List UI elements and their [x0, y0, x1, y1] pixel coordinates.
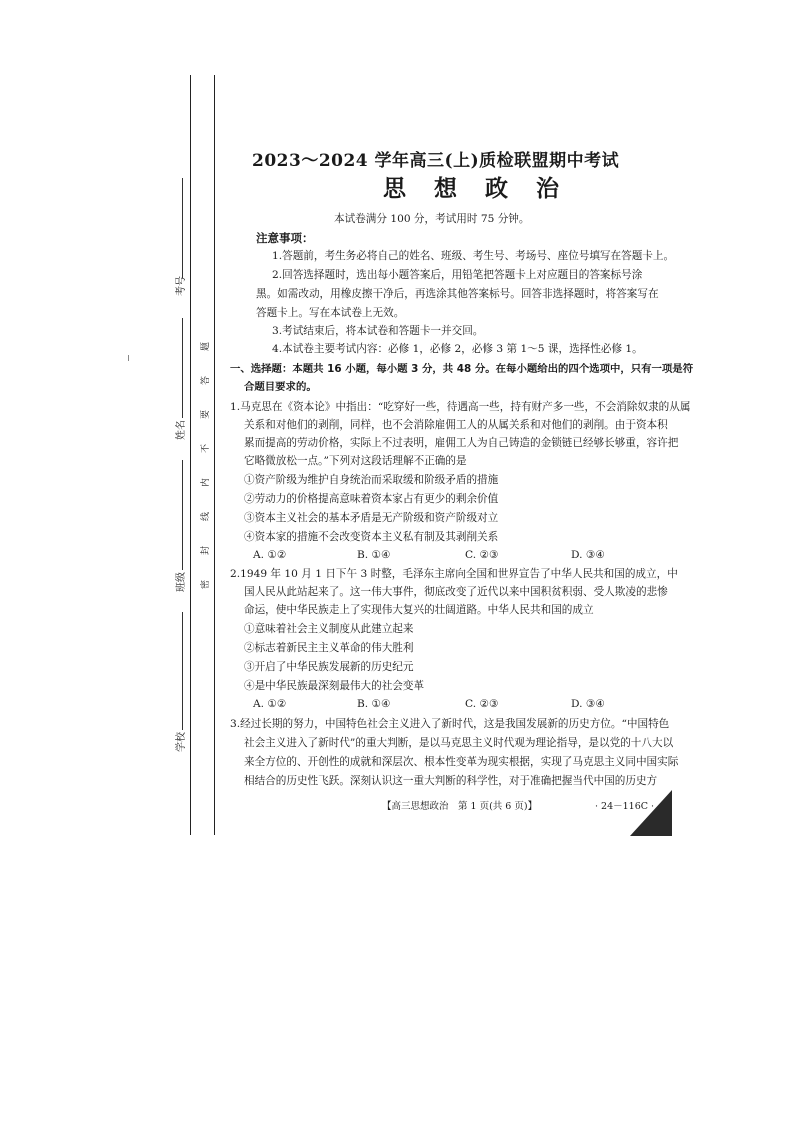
q2-stem-line: 命运，使中华民族走上了实现伟大复兴的壮阔道路。中华人民共和国的成立 — [244, 604, 594, 616]
q3-stem-line: 社会主义进入了新时代”的重大判断，是以马克思主义时代观为理论指导，是以党的十八大以 — [244, 737, 674, 749]
name-underline — [182, 318, 183, 418]
school-underline — [182, 612, 183, 730]
q2-item: ②标志着新民主主义革命的伟大胜利 — [244, 642, 414, 654]
section-heading-cont: 合题目要求的。 — [244, 381, 317, 393]
seal-warning-char: 要 — [201, 409, 212, 420]
q2-option-c: C. ②③ — [465, 698, 499, 710]
q2-option-d: D. ③④ — [571, 698, 605, 710]
seal-warning-char: 内 — [201, 477, 212, 488]
q2-item: ③开启了中华民族发展新的历史纪元 — [244, 661, 414, 673]
exam-title: 2023～2024 学年高三(上)质检联盟期中考试 — [252, 151, 620, 171]
name-label: 姓名 — [176, 420, 187, 440]
exam-info: 本试卷满分 100 分，考试用时 75 分钟。 — [334, 213, 530, 225]
notice-line: 3.考试结束后，将本试卷和答题卡一并交回。 — [272, 325, 484, 337]
q1-option-b: B. ①④ — [357, 549, 391, 561]
q1-item: ④资本家的措施不会改变资本主义私有制及其剥削关系 — [244, 531, 499, 543]
seal-warning-char: 不 — [201, 443, 212, 454]
scan-mark — [128, 355, 129, 361]
school-label: 学校 — [176, 732, 187, 752]
q2-option-b: B. ①④ — [357, 698, 391, 710]
binding-line-outer — [190, 75, 191, 835]
q1-option-c: C. ②③ — [465, 549, 499, 561]
q1-item: ③资本主义社会的基本矛盾是无产阶级和资产阶级对立 — [244, 512, 499, 524]
q3-stem-line: 来全方位的、开创性的成就和深层次、根本性变革为现实根据，实现了马克思主义同中国实际 — [244, 756, 679, 768]
subject-title: 思 想 政 治 — [383, 176, 570, 202]
q3-stem-line: 3.经过长期的努力，中国特色社会主义进入了新时代，这是我国发展新的历史方位。“中国特色 — [230, 718, 670, 730]
seal-warning-char: 答 — [201, 375, 212, 386]
page-corner-mark — [630, 790, 672, 836]
notice-heading: 注意事项： — [256, 231, 314, 245]
q3-stem-line: 相结合的历史性飞跃。深刻认识这一重大判断的科学性，对于准确把握当代中国的历史方 — [244, 775, 658, 787]
exam-no-label: 考号 — [176, 276, 187, 296]
class-underline — [182, 460, 183, 570]
notice-line: 1.答题前，考生务必将自己的姓名、班级、考生号、考场号、座位号填写在答题卡上。 — [272, 250, 675, 262]
q1-item: ②劳动力的价格提高意味着资本家占有更少的剩余价值 — [244, 493, 499, 505]
q2-option-a: A. ①② — [253, 698, 287, 710]
notice-line: 答题卡上。写在本试卷上无效。 — [256, 307, 405, 319]
notice-line: 黑。如需改动，用橡皮擦干净后，再选涂其他答案标号。回答非选择题时，将答案写在 — [256, 288, 659, 300]
class-label: 班级 — [176, 572, 187, 592]
seal-warning-char: 密 — [201, 579, 212, 590]
q1-option-a: A. ①② — [253, 549, 287, 561]
page-footer: 【高三思想政治 第 1 页(共 6 页)】 — [382, 801, 538, 812]
notice-line: 2.回答选择题时，选出每小题答案后，用铅笔把答题卡上对应题目的答案标号涂 — [272, 269, 643, 281]
q2-item: ④是中华民族最深刻最伟大的社会变革 — [244, 680, 425, 692]
q1-option-d: D. ③④ — [571, 549, 605, 561]
q2-stem-line: 2.1949 年 10 月 1 日下午 3 时整，毛泽东主席向全国和世界宣告了中华人民共和国的成立，中 — [230, 568, 678, 580]
section-heading: 一、选择题：本题共 16 小题，每小题 3 分，共 48 分。在每小题给出的四个选项中，只有一项是符 — [230, 363, 694, 375]
q1-stem-line: 关系和对他们的剥削，同样，也不会消除雇佣工人的从属关系和对他们的剥削。由于资本积 — [244, 419, 668, 431]
q1-stem-line: 它略微放松一点。”下列对这段话理解不正确的是 — [244, 455, 467, 467]
q1-item: ①资产阶级为维护自身统治而采取缓和阶级矛盾的措施 — [244, 474, 499, 486]
seal-warning-char: 封 — [201, 545, 212, 556]
q1-stem-line: 累而提高的劳动价格，实际上不过表明，雇佣工人为自己铸造的金锁链已经够长够重，容许把 — [244, 437, 679, 449]
seal-warning-char: 线 — [201, 511, 212, 522]
q2-stem-line: 国人民从此站起来了。这一伟大事件，彻底改变了近代以来中国积贫积弱、受人欺凌的悲惨 — [244, 586, 668, 598]
q1-stem-line: 1.马克思在《资本论》中指出：“吃穿好一些，待遇高一些，持有财产多一些，不会消除奴隶的从属 — [230, 401, 691, 413]
seal-warning-char: 题 — [201, 341, 212, 352]
paper-code: · 24－116C · — [595, 801, 655, 812]
q2-item: ①意味着社会主义制度从此建立起来 — [244, 623, 414, 635]
binding-line-inner — [214, 75, 215, 835]
notice-line: 4.本试卷主要考试内容：必修 1，必修 2，必修 3 第 1～5 课，选择性必修 1。 — [272, 343, 643, 355]
exam-no-underline — [182, 178, 183, 278]
